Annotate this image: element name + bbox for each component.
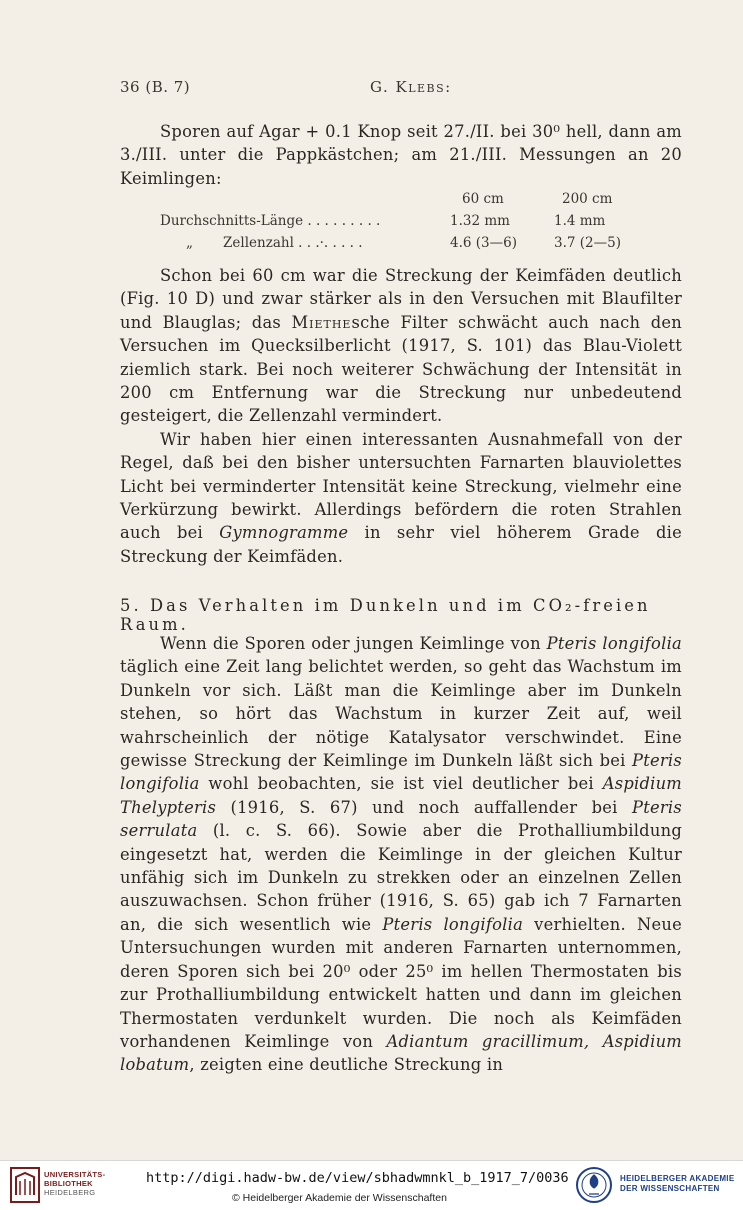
value-200cm-length: 1.4 mm xyxy=(554,213,606,229)
text-run: (l. c. S. 66). Sowie aber die Prothalliumbildung eingesetzt hat, werden die Keimlinge in der gleichen Kultur unfähig sich im Dunkeln zu strekken oder an einzelnen Zellen auszuwachsen. Schon früher (1916, S. 65) gab ich 7 Farnarten an, die sich wesentlich wie xyxy=(120,821,682,934)
paragraph-4-text xyxy=(120,632,682,1077)
value-60cm-cells: 4.6 (3—6) xyxy=(450,235,517,251)
academy-name xyxy=(620,1174,734,1194)
permalink-url[interactable]: http://digi.hadw-bw.de/view/sbhadwmnkl_b_1917_7/0036 xyxy=(146,1170,569,1186)
paragraph-1-text: Sporen auf Agar + 0.1 Knop seit 27./II. bei 30⁰ hell, dann am 3./III. unter die Pappkästchen; am 21./III. Messungen an 20 Keimlingen: xyxy=(120,122,682,188)
footer-bar xyxy=(0,1160,743,1210)
page-number: 36 (B. 7) xyxy=(120,78,191,96)
species-name: Pteris serrulata xyxy=(120,797,682,841)
species-name: Pteris longifolia xyxy=(546,634,682,653)
text-run: (1916, S. 67) und noch auffallender bei xyxy=(216,797,633,817)
text-run: verhielten. Neue Untersuchungen wurden mit anderen Farnarten unternommen, deren Sporen sich bei 20⁰ oder 25⁰ im hellen Thermostaten bis zur Prothalliumbildung entwickelt hatten und dann im gleichen Thermostaten verdunkelt wurden. Die noch als Keimfäden vorhandenen Keimlinge von xyxy=(120,914,682,1051)
species-name: Pteris longifolia xyxy=(382,914,524,934)
paragraph-3 xyxy=(120,428,682,568)
academy-line: HEIDELBERGER AKADEMIE xyxy=(620,1174,735,1183)
text-run: täglich eine Zeit lang belichtet werden, so geht das Wachstum im Dunkeln vor sich. Läßt man die Keimlinge aber im Dunkeln stehen, so hört das Wachstum in kurzer Zeit auf, weil wahrscheinlich der nötige Katalysator verschwindet. Eine gewisse Streckung der Keimlinge im Dunkeln läßt sich bei xyxy=(120,657,682,771)
section-heading: 5. Das Verhalten im Dunkeln und im CO₂-freien Raum. xyxy=(120,596,651,634)
running-header xyxy=(120,78,680,100)
measurement-table xyxy=(120,188,682,254)
value-200cm-cells: 3.7 (2—5) xyxy=(554,235,621,251)
table-header-row xyxy=(120,188,682,210)
row-label-length: Durchschnitts-Länge . . . . . . . . . xyxy=(160,213,381,229)
text-run: , zeigten eine deutliche Streckung in xyxy=(189,1055,504,1075)
academy-line: DER WISSENSCHAFTEN xyxy=(620,1184,720,1193)
col-header-200cm: 200 cm xyxy=(562,191,613,207)
author-header: G. Klebs: xyxy=(370,78,452,96)
paragraph-4 xyxy=(120,632,682,1077)
ub-line: HEIDELBERG xyxy=(44,1188,96,1197)
paragraph-2 xyxy=(120,264,682,428)
species-name: Adiantum gracillimum, Aspidium lobatum xyxy=(120,1031,682,1075)
paragraph-3-part: in sehr viel höherem Grade die Streckung der Keimfäden. xyxy=(120,523,682,566)
col-header-60cm: 60 cm xyxy=(462,191,504,207)
table-row xyxy=(120,232,682,254)
academy-seal-icon xyxy=(575,1166,613,1204)
paragraph-2-part: Schon bei 60 cm war die Streckung der Keimfäden deutlich (Fig. 10 D) und zwar stärker als in den Versuchen mit Blaufilter und Blauglas; das xyxy=(120,266,682,332)
paragraph-3-part: Wir haben hier einen interessanten Ausnahmefall von der Regel, daß bei den bisher untersuchten Farnarten blauviolettes Licht bei verminderter Intensität keine Streckung, vielmehr eine Verkürzung bewirkt. Allerdings befördern die roten Strahlen auch bei xyxy=(120,429,682,543)
ub-line: BIBLIOTHEK xyxy=(44,1179,93,1188)
name-miethe: Miethe xyxy=(291,312,352,332)
species-name: Pteris longifolia xyxy=(120,751,682,794)
body-text-block xyxy=(120,264,682,568)
table-row xyxy=(120,210,682,232)
text-run: Wenn die Sporen oder jungen Keimlinge von xyxy=(160,634,547,653)
row-label-cells: „ Zellenzahl . . .·. . . . . xyxy=(186,235,363,251)
ub-line: UNIVERSITÄTS- xyxy=(44,1170,106,1179)
university-library-name xyxy=(44,1170,105,1197)
paragraph-1 xyxy=(120,120,682,190)
text-run: wohl beobachten, sie ist viel deutlicher bei xyxy=(199,774,603,794)
value-60cm-length: 1.32 mm xyxy=(450,213,510,229)
copyright-notice: © Heidelberger Akademie der Wissenschaften xyxy=(232,1192,447,1204)
species-name: Aspidium Thelypteris xyxy=(120,774,682,817)
species-name: Gymnogramme xyxy=(219,523,349,543)
paragraph-2-part: sche Filter schwächt auch nach den Versuchen im Quecksilberlicht (1917, S. 101) das Blau-Violett ziemlich stark. Bei noch weiterer Schwächung der Intensität in 200 cm Entfernung war die Streckung nur unbedeutend gesteigert, die Zellenzahl vermindert. xyxy=(120,312,682,426)
university-library-logo-icon xyxy=(8,1165,42,1205)
